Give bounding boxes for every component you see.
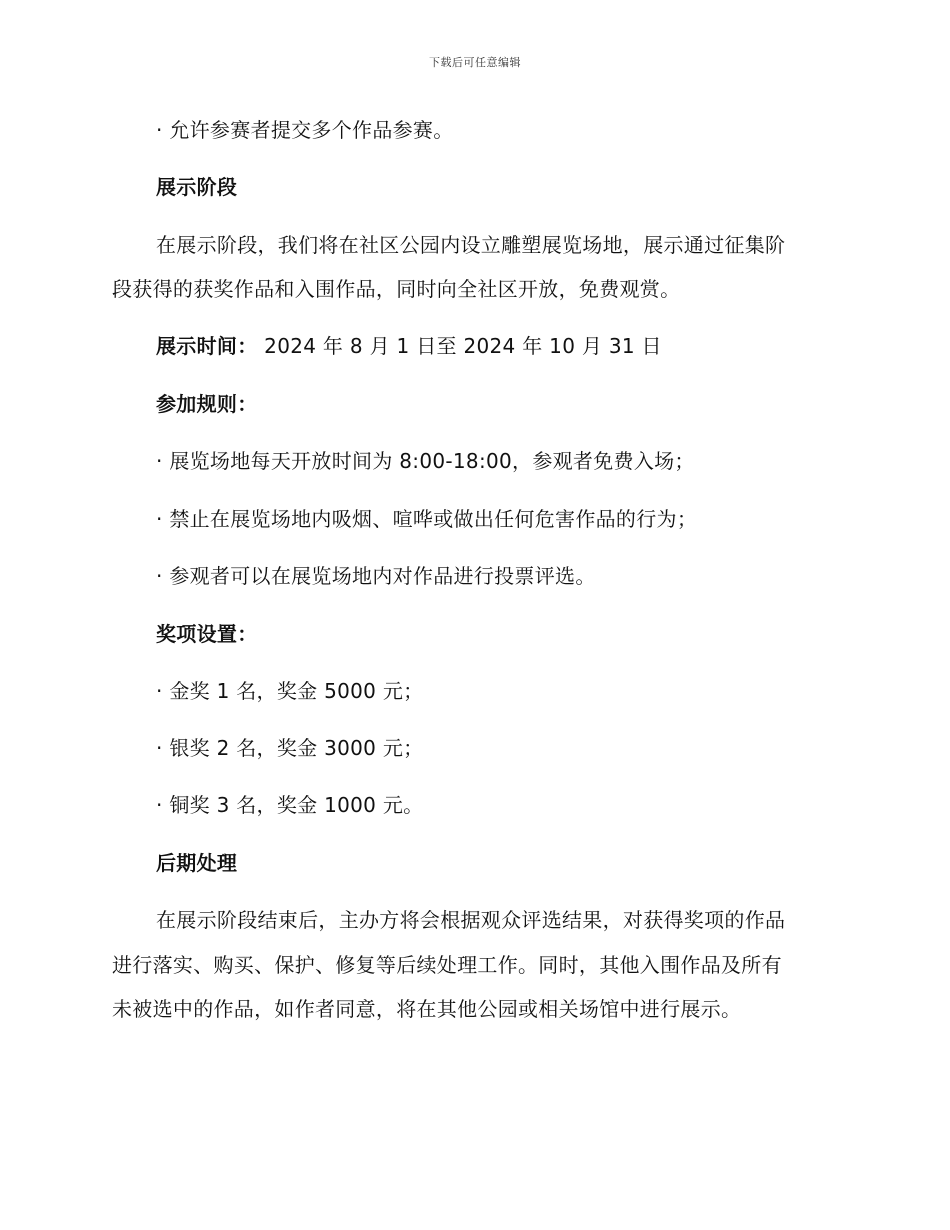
exhibit-heading: 展示阶段 [156,175,238,199]
post-paragraph-line-2: 进行落实、购买、保护、修复等后续处理工作。同时，其他入围作品及所有 [112,953,782,977]
post-paragraph-line-3: 未被选中的作品，如作者同意，将在其他公园或相关场馆中进行展示。 [112,997,742,1021]
exhibit-time-row [156,332,662,360]
post-paragraph-line-1: 在展示阶段结束后，主办方将会根据观众评选结果，对获得奖项的作品 [156,908,786,932]
rules-heading: 参加规则： [156,392,258,416]
award-item-gold: · 金奖 1 名，奖金 5000 元； [156,679,424,703]
post-processing-heading: 后期处理 [156,851,238,875]
exhibit-paragraph-line-1: 在展示阶段，我们将在社区公园内设立雕塑展览场地，展示通过征集阶 [156,233,786,257]
exhibit-time-label: 展示时间： [156,334,258,358]
exhibit-paragraph-line-2: 段获得的获奖作品和入围作品，同时向全社区开放，免费观赏。 [112,277,681,301]
bullet-multiple-entries: · 允许参赛者提交多个作品参赛。 [156,118,454,142]
exhibit-time-value: 2024 年 8 月 1 日至 2024 年 10 月 31 日 [264,334,662,358]
award-item-bronze: · 铜奖 3 名，奖金 1000 元。 [156,793,424,817]
rule-item: · 参观者可以在展览场地内对作品进行投票评选。 [156,564,596,588]
page-header: 下载后可任意编辑 [429,56,521,69]
rule-item: · 展览场地每天开放时间为 8:00-18:00，参观者免费入场； [156,449,695,473]
rule-item: · 禁止在展览场地内吸烟、喧哗或做出任何危害作品的行为； [156,507,698,531]
award-item-silver: · 银奖 2 名，奖金 3000 元； [156,736,424,760]
awards-heading: 奖项设置： [156,622,258,646]
